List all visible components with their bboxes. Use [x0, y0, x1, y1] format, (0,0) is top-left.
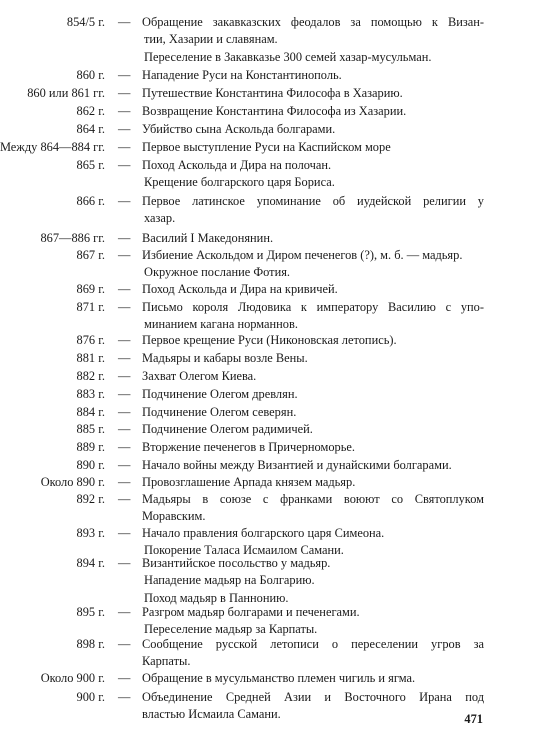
entry-text-line: Объединение Средней Азии и Восточного Ирана под — [142, 690, 484, 704]
entry-text-line: Избиение Аскольдом и Диром печенегов (?), м. б. — мадьяр. — [142, 248, 463, 262]
entry-text-line: Письмо короля Людовика к императору Василию с упо- — [142, 300, 484, 314]
entry-date: 876 г. — [76, 333, 105, 347]
entry-text-line: Путешествие Константина Философа в Хазарию. — [142, 86, 403, 100]
entry-description — [142, 491, 484, 526]
entry-description — [142, 103, 484, 120]
entry-dash: — — [118, 605, 131, 619]
entry-date: 883 г. — [76, 387, 105, 401]
entry-description — [142, 281, 484, 298]
entry-date: 893 г. — [76, 526, 105, 540]
entry-dash: — — [118, 422, 131, 436]
entry-text-line: Переселение мадьяр за Карпаты. — [144, 622, 318, 637]
entry-text-line: Поход мадьяр в Паннонию. — [144, 590, 289, 605]
entry-date: 900 г. — [76, 690, 105, 704]
entry-dash: — — [118, 637, 131, 651]
entry-date: 854/5 г. — [66, 15, 105, 29]
entry-dash: — — [118, 387, 131, 401]
entry-dash: — — [118, 15, 131, 29]
entry-text-line: Первое латинское упоминание об иудейской религии у — [142, 194, 484, 208]
entry-dash: — — [118, 68, 131, 82]
entry-date: 890 г. — [76, 458, 105, 472]
entry-text-line: Начало правления болгарского царя Симеона. — [142, 526, 385, 540]
entry-dash: — — [118, 122, 131, 136]
entry-description — [142, 421, 484, 438]
entry-text-line: Покорение Таласа Исмаилом Самани. — [144, 543, 344, 558]
entry-date: 860 г. — [76, 68, 105, 82]
entry-description — [142, 636, 484, 671]
entry-text-line: Подчинение Олегом древлян. — [142, 387, 298, 401]
entry-dash: — — [118, 158, 131, 172]
entry-description — [142, 604, 484, 639]
entry-date: 862 г. — [76, 104, 105, 118]
entry-dash: — — [118, 405, 131, 419]
entry-dash: — — [118, 556, 131, 570]
entry-date: 866 г. — [76, 194, 105, 208]
entry-text-line: Мадьяры и кабары возле Вены. — [142, 351, 308, 365]
entry-text-line: минанием кагана норманнов. — [144, 317, 298, 332]
entry-text-line: Провозглашение Арпада князем мадьяр. — [142, 475, 356, 489]
entry-date: 894 г. — [76, 556, 105, 570]
entry-description — [142, 404, 484, 421]
entry-text-line: Поход Аскольда и Дира на кривичей. — [142, 282, 338, 296]
entry-text-line: Подчинение Олегом северян. — [142, 405, 297, 419]
entry-date: 867 г. — [76, 248, 105, 262]
entry-description — [142, 439, 484, 456]
entry-text-line: Нападение мадьяр на Болгарию. — [144, 573, 315, 588]
entry-description — [142, 555, 484, 607]
entry-text-line: Василий I Македонянин. — [142, 231, 274, 245]
entry-text-line: Разгром мадьяр болгарами и печенегами. — [142, 605, 360, 619]
entry-date: Около 890 г. — [40, 475, 105, 489]
entry-date: 871 г. — [76, 300, 105, 314]
entry-description — [142, 350, 484, 367]
entry-dash: — — [118, 194, 131, 208]
entry-description — [142, 157, 484, 192]
entry-dash: — — [118, 140, 131, 154]
entry-text-line: тии, Хазарии и славянам. — [144, 32, 278, 47]
entry-dash: — — [118, 104, 131, 118]
entry-text-line: Поход Аскольда и Дира на полочан. — [142, 158, 332, 172]
entry-dash: — — [118, 475, 131, 489]
entry-text-line: Обращение закавказских феодалов за помощью к Визан- — [142, 15, 484, 29]
entry-description — [142, 689, 484, 724]
entry-text-line: Сообщение русской летописи о переселении угров за — [142, 637, 484, 651]
entry-text-line: Окружное послание Фотия. — [144, 265, 291, 280]
entry-dash: — — [118, 440, 131, 454]
entry-dash: — — [118, 671, 131, 685]
entry-text-line: Моравским. — [142, 509, 206, 524]
entry-description — [142, 299, 484, 334]
entry-date: 864 г. — [76, 122, 105, 136]
entry-dash: — — [118, 351, 131, 365]
entry-date: 869 г. — [76, 282, 105, 296]
entry-description — [142, 121, 484, 138]
entry-description — [142, 193, 484, 228]
entry-dash: — — [118, 369, 131, 383]
entry-description — [142, 67, 484, 84]
entry-dash: — — [118, 458, 131, 472]
entry-text-line: Крещение болгарского царя Бориса. — [144, 175, 335, 190]
entry-date: 884 г. — [76, 405, 105, 419]
entry-text-line: Подчинение Олегом радимичей. — [142, 422, 313, 436]
entry-text-line: Первое выступление Руси на Каспийском море — [142, 140, 391, 154]
entry-description — [142, 85, 484, 102]
entry-description — [142, 14, 484, 66]
entry-description — [142, 474, 484, 491]
entry-text-line: Убийство сына Аскольда болгарами. — [142, 122, 336, 136]
entry-text-line: Начало войны между Византией и дунайскими болгарами. — [142, 458, 452, 472]
entry-text-line: Византийское посольство у мадьяр. — [142, 556, 331, 570]
entry-dash: — — [118, 333, 131, 347]
entry-description — [142, 332, 484, 349]
entry-date: 882 г. — [76, 369, 105, 383]
entry-description — [142, 247, 484, 282]
entry-dash: — — [118, 282, 131, 296]
entry-text-line: Захват Олегом Киева. — [142, 369, 257, 383]
entry-dash: — — [118, 231, 131, 245]
entry-date: 867—886 гг. — [40, 231, 105, 245]
entry-date: Между 864—884 гг. — [0, 140, 105, 154]
entry-description — [142, 670, 484, 687]
entry-dash: — — [118, 526, 131, 540]
entry-description — [142, 368, 484, 385]
entry-date: 898 г. — [76, 637, 105, 651]
entry-text-line: Обращение в мусульманство племен чигиль и ягма. — [142, 671, 416, 685]
entry-description — [142, 457, 484, 474]
entry-text-line: властью Исмаила Самани. — [142, 707, 281, 722]
entry-date: 860 или 861 гг. — [27, 86, 105, 100]
entry-text-line: Первое крещение Руси (Никоновская летопись). — [142, 333, 397, 347]
entry-date: 881 г. — [76, 351, 105, 365]
entry-date: 885 г. — [76, 422, 105, 436]
entry-text-line: Вторжение печенегов в Причерноморье. — [142, 440, 355, 454]
entry-date: Около 900 г. — [40, 671, 105, 685]
entry-text-line: Переселение в Закавказье 300 семей хазар-мусульман. — [144, 49, 432, 64]
entry-date: 892 г. — [76, 492, 105, 506]
entry-dash: — — [118, 248, 131, 262]
page-number: 471 — [464, 712, 483, 726]
entry-text-line: Нападение Руси на Константинополь. — [142, 68, 342, 82]
entry-description — [142, 386, 484, 403]
entry-text-line: Мадьяры в союзе с франками воюют со Святоплуком — [142, 492, 484, 506]
entry-description — [142, 230, 484, 247]
entry-date: 865 г. — [76, 158, 105, 172]
entry-dash: — — [118, 86, 131, 100]
entry-description — [142, 139, 484, 156]
entry-dash: — — [118, 492, 131, 506]
entry-text-line: Карпаты. — [142, 654, 191, 669]
entry-date: 889 г. — [76, 440, 105, 454]
entry-text-line: Возвращение Константина Философа из Хазарии. — [142, 104, 407, 118]
entry-dash: — — [118, 300, 131, 314]
entry-dash: — — [118, 690, 131, 704]
entry-date: 895 г. — [76, 605, 105, 619]
entry-text-line: хазар. — [144, 211, 176, 226]
